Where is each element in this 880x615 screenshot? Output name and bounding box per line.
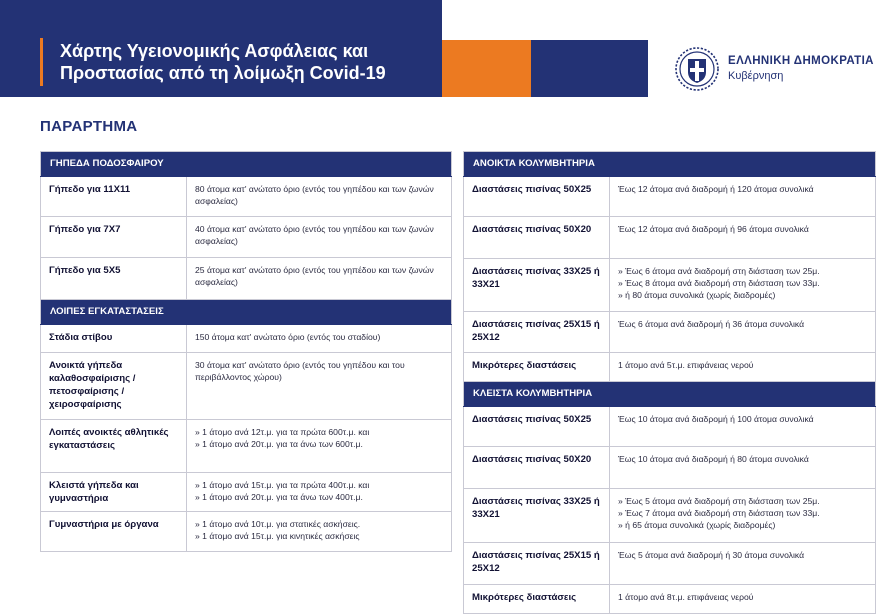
bullet-item: » Έως 6 άτομα ανά διαδρομή στη διάσταση των 25μ. [618, 266, 820, 276]
page-title [60, 40, 435, 84]
table-row [464, 543, 876, 585]
table-row [464, 489, 876, 543]
table-row [41, 258, 452, 300]
row-label: Γήπεδο για 5Χ5 [41, 258, 187, 300]
bullet-item: » 1 άτομο ανά 20τ.μ. για τα άνω των 600τ.μ. [195, 439, 363, 449]
row-label: Διαστάσεις πισίνας 50Χ25 [464, 177, 610, 217]
row-label: Γήπεδο για 11Χ11 [41, 177, 187, 217]
table-row [464, 217, 876, 259]
gov-name: ΕΛΛΗΝΙΚΗ ΔΗΜΟΚΡΑΤΙΑ [728, 55, 874, 67]
title-line-1: Χάρτης Υγειονομικής Ασφάλειας και [60, 41, 369, 61]
row-label: Μικρότερες διαστάσεις [464, 353, 610, 382]
row-value: 150 άτομα κατ' ανώτατο όριο (εντός του σταδίου) [187, 325, 452, 353]
banner-accent-bar [40, 38, 43, 86]
bullet-item: » 1 άτομο ανά 15τ.μ. για κινητικές ασκήσεις [195, 531, 360, 541]
row-label: Διαστάσεις πισίνας 33Χ25 ή 33Χ21 [464, 489, 610, 543]
row-label: Γυμναστήρια με όργανα [41, 512, 187, 552]
bullet-item: » 1 άτομο ανά 10τ.μ. για στατικές ασκήσεις. [195, 519, 361, 529]
row-value: Έως 6 άτομα ανά διαδρομή ή 36 άτομα συνολικά [610, 312, 876, 353]
table-row [464, 259, 876, 312]
row-value: 30 άτομα κατ' ανώτατο όριο (εντός του γηπέδου και του περιβάλλοντος χώρου) [187, 353, 452, 420]
bullet-item: » ή 80 άτομα συνολικά (χωρίς διαδρομές) [618, 290, 776, 300]
row-label: Στάδια στίβου [41, 325, 187, 353]
row-label: Διαστάσεις πισίνας 50Χ25 [464, 407, 610, 447]
appendix-heading: ΠΑΡΑΡΤΗΜΑ [40, 118, 138, 135]
row-value [187, 420, 452, 473]
section-other-facilities [41, 300, 452, 325]
bullet-item: » Έως 8 άτομα ανά διαδρομή στη διάσταση των 33μ. [618, 278, 820, 288]
row-label: Μικρότερες διαστάσεις [464, 585, 610, 614]
section-closed-pools [464, 382, 876, 407]
table-row [464, 177, 876, 217]
row-value [187, 473, 452, 512]
row-label: Ανοικτά γήπεδα καλαθοσφαίρισης / πετοσφαίρισης / χειροσφαίρισης [41, 353, 187, 420]
title-line-2: Προστασίας από τη λοίμωξη Covid-19 [60, 63, 386, 83]
table-row [41, 177, 452, 217]
table-row [41, 512, 452, 552]
table-row [41, 473, 452, 512]
table-row [41, 420, 452, 473]
section-title: ΑΝΟΙΚΤΑ ΚΟΛΥΜΒΗΤΗΡΙΑ [464, 152, 876, 177]
row-value: Έως 12 άτομα ανά διαδρομή ή 96 άτομα συνολικά [610, 217, 876, 259]
row-value: Έως 5 άτομα ανά διαδρομή ή 30 άτομα συνολικά [610, 543, 876, 585]
bullet-item: » 1 άτομο ανά 20τ.μ. για τα άνω των 400τ.μ. [195, 492, 363, 502]
row-label: Κλειστά γήπεδα και γυμναστήρια [41, 473, 187, 512]
row-label: Διαστάσεις πισίνας 25Χ15 ή 25Χ12 [464, 543, 610, 585]
row-value: Έως 10 άτομα ανά διαδρομή ή 80 άτομα συνολικά [610, 447, 876, 489]
section-open-pools [464, 152, 876, 177]
bullet-item: » Έως 7 άτομα ανά διαδρομή στη διάσταση των 33μ. [618, 508, 820, 518]
row-value [610, 259, 876, 312]
row-value: 25 άτομα κατ' ανώτατο όριο (εντός του γηπέδου και των ζωνών ασφαλείας) [187, 258, 452, 300]
row-label: Διαστάσεις πισίνας 50Χ20 [464, 447, 610, 489]
row-value [610, 489, 876, 543]
table-row [41, 325, 452, 353]
table-row [464, 585, 876, 614]
section-title: ΚΛΕΙΣΤΑ ΚΟΛΥΜΒΗΤΗΡΙΑ [464, 382, 876, 407]
table-row [41, 217, 452, 258]
row-label: Διαστάσεις πισίνας 33Χ25 ή 33Χ21 [464, 259, 610, 312]
row-value: 1 άτομο ανά 5τ.μ. επιφάνειας νερού [610, 353, 876, 382]
gov-subtitle: Κυβέρνηση [728, 70, 784, 82]
table-row [464, 312, 876, 353]
table-row [464, 353, 876, 382]
greek-coat-of-arms-icon [674, 46, 720, 92]
row-label: Γήπεδο για 7Χ7 [41, 217, 187, 258]
row-value: Έως 12 άτομα ανά διαδρομή ή 120 άτομα συνολικά [610, 177, 876, 217]
section-title: ΓΗΠΕΔΑ ΠΟΔΟΣΦΑΙΡΟΥ [41, 152, 452, 177]
table-row [464, 407, 876, 447]
bullet-item: » Έως 5 άτομα ανά διαδρομή στη διάσταση των 25μ. [618, 496, 820, 506]
bullet-item: » ή 65 άτομα συνολικά (χωρίς διαδρομές) [618, 520, 776, 530]
bullet-item: » 1 άτομο ανά 15τ.μ. για τα πρώτα 400τ.μ. και [195, 480, 370, 490]
table-row [464, 447, 876, 489]
blue-decor-block [531, 40, 648, 97]
row-value [187, 512, 452, 552]
row-value: 1 άτομο ανά 8τ.μ. επιφάνειας νερού [610, 585, 876, 614]
left-table [40, 151, 452, 552]
table-row [41, 353, 452, 420]
section-football [41, 152, 452, 177]
bullet-item: » 1 άτομο ανά 12τ.μ. για τα πρώτα 600τ.μ. και [195, 427, 370, 437]
row-value: 80 άτομα κατ' ανώτατο όριο (εντός του γηπέδου και των ζωνών ασφαλείας) [187, 177, 452, 217]
section-title: ΛΟΙΠΕΣ ΕΓΚΑΤΑΣΤΑΣΕΙΣ [41, 300, 452, 325]
row-label: Διαστάσεις πισίνας 25Χ15 ή 25Χ12 [464, 312, 610, 353]
right-table [463, 151, 876, 614]
row-value: 40 άτομα κατ' ανώτατο όριο (εντός του γηπέδου και των ζωνών ασφαλείας) [187, 217, 452, 258]
row-label: Διαστάσεις πισίνας 50Χ20 [464, 217, 610, 259]
row-value: Έως 10 άτομα ανά διαδρομή ή 100 άτομα συνολικά [610, 407, 876, 447]
row-label: Λοιπές ανοικτές αθλητικές εγκαταστάσεις [41, 420, 187, 473]
orange-decor-block [442, 40, 531, 97]
header-banner [0, 0, 442, 97]
